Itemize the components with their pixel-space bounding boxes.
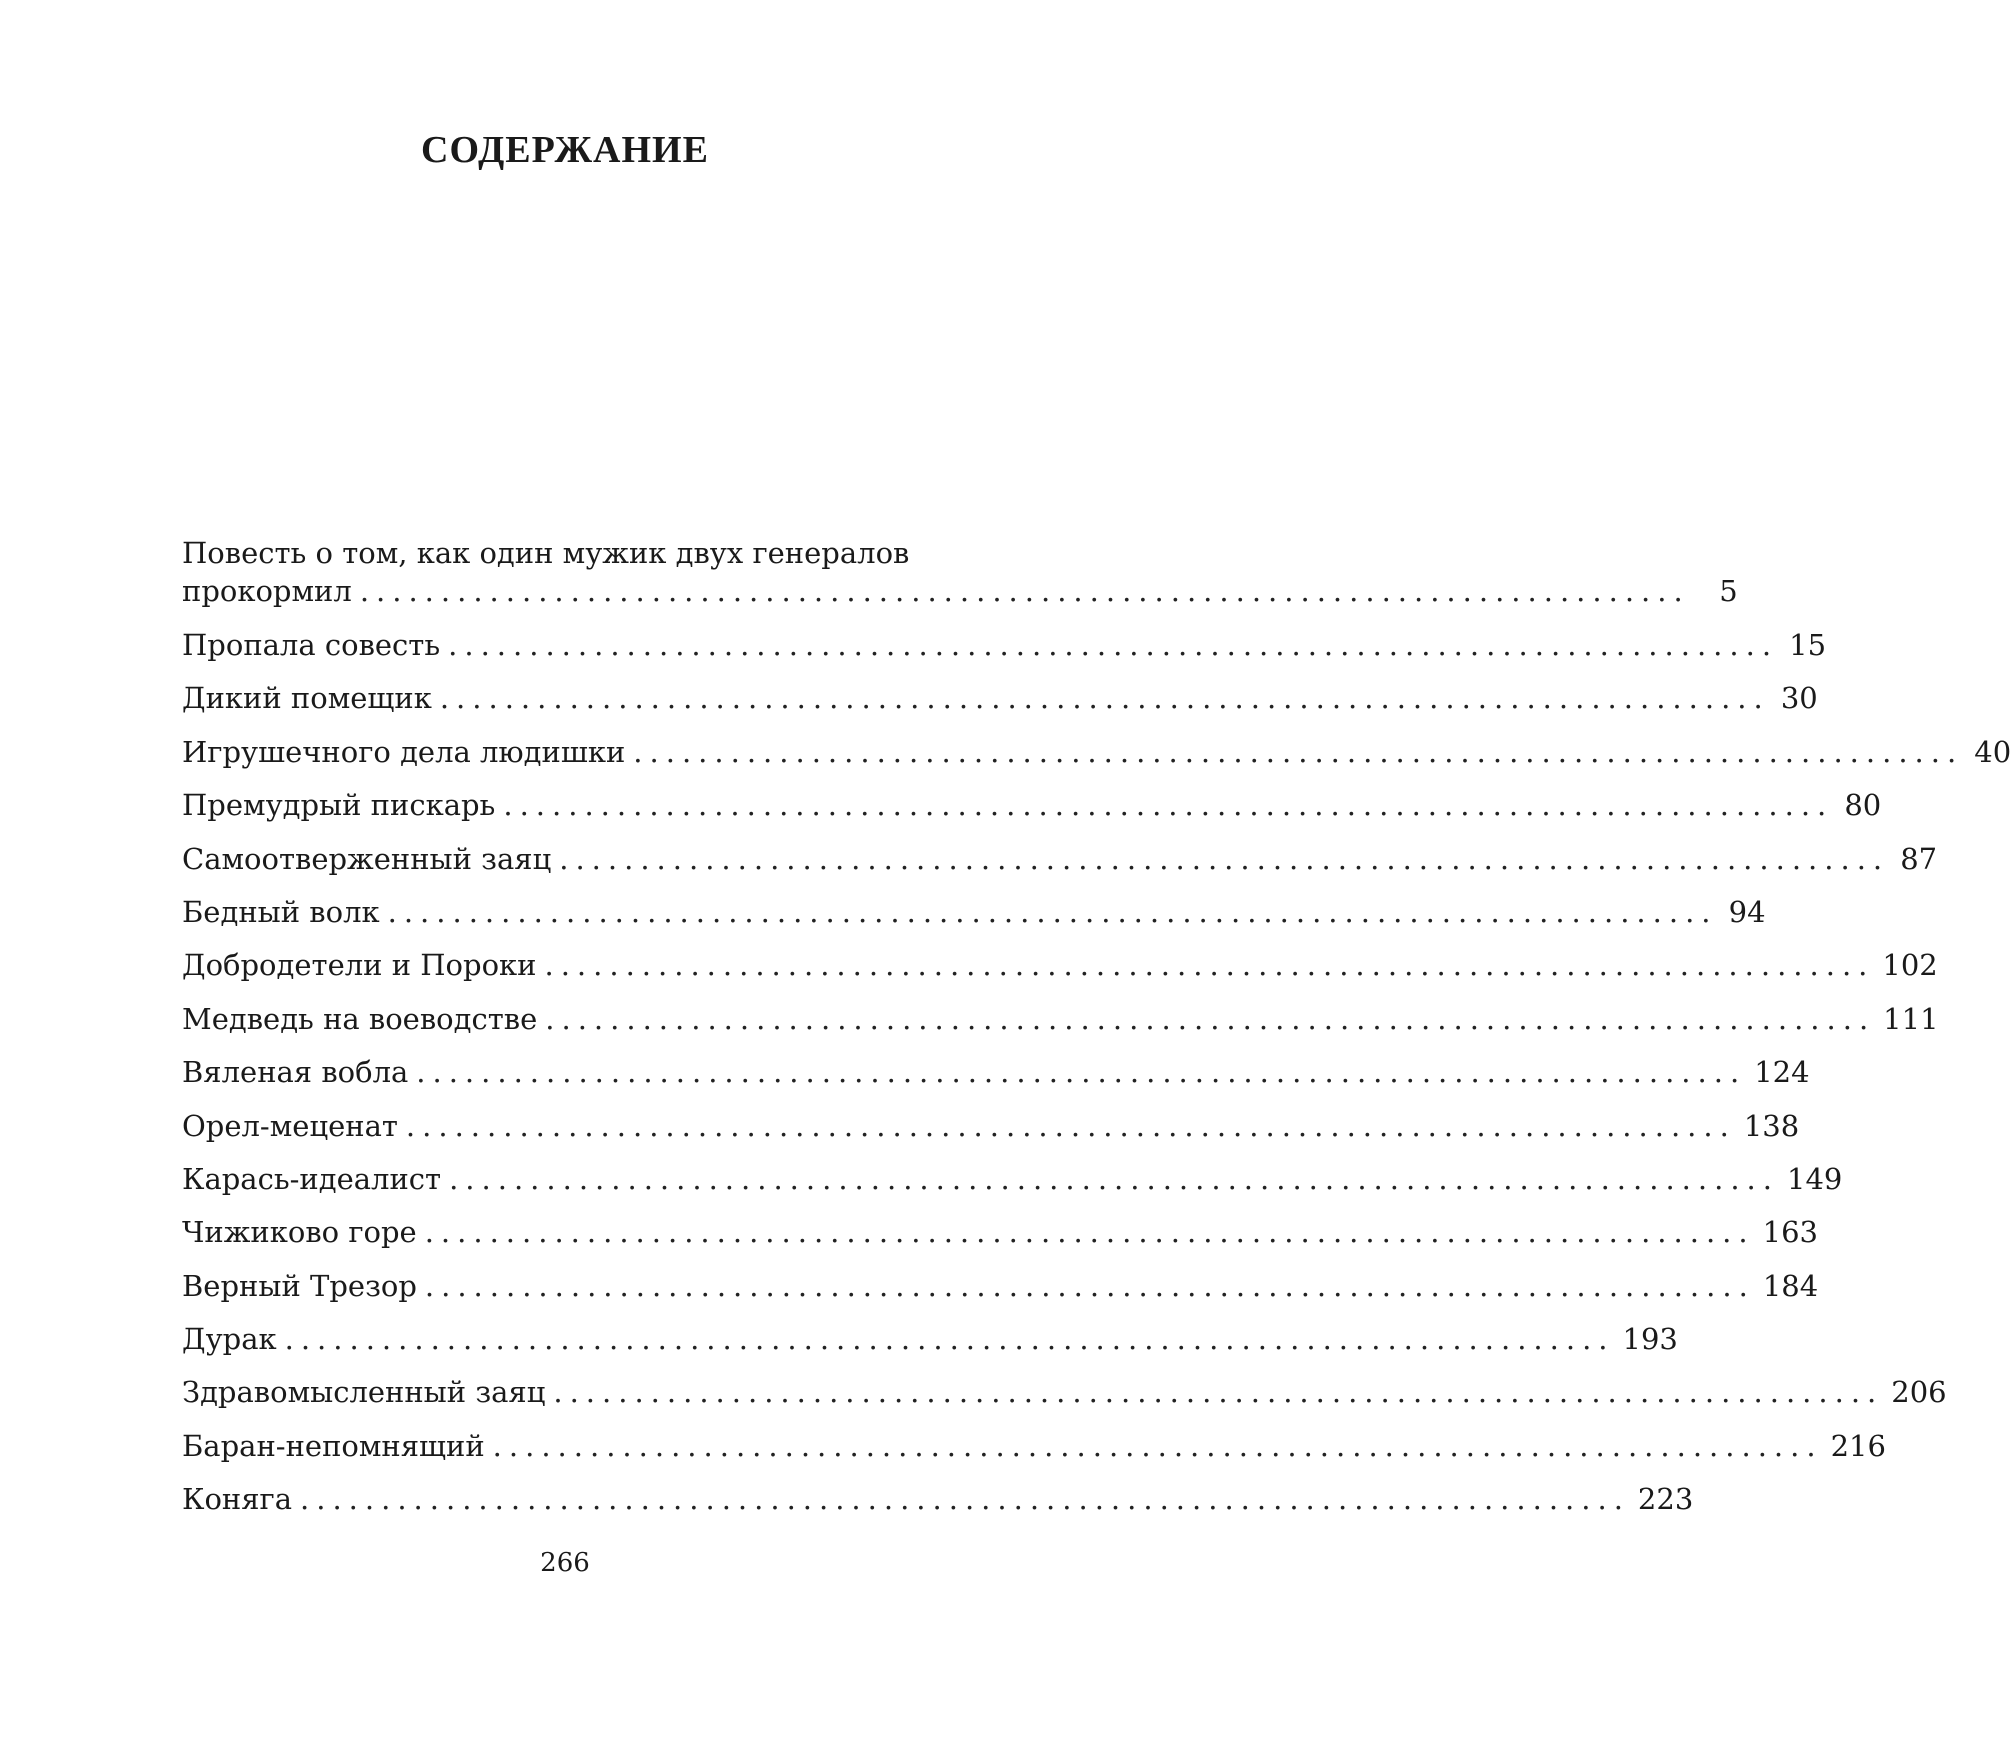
toc-entry-page: 223 [1637,1482,1694,1517]
toc-entry-page: 193 [1622,1322,1678,1357]
dot-leader: .................................................................................. [416,1055,1747,1090]
toc-entry-page: 149 [1787,1161,1843,1196]
dot-leader: .................................................................................. [448,628,1779,662]
toc-entry [182,672,1818,725]
dot-leader: .................................................................................. [492,1428,1823,1463]
toc-entry-page: 80 [1844,788,1882,823]
toc-entry-title: Здравомысленный заяц [182,1375,546,1410]
toc-entry-title: Игрушечного дела людишки [182,734,626,769]
toc-entry-page: 111 [1883,1001,1939,1036]
toc-entry-title: Карась-идеалист [182,1161,442,1196]
toc-entry-page: 124 [1754,1055,1810,1090]
dot-leader: .................................................................................. [300,1482,1630,1517]
dot-leader: .................................................................................. [633,734,1964,769]
toc-entry-page: 94 [1728,894,1766,929]
toc-entry [182,528,1738,619]
toc-entry [182,886,1766,939]
toc-entry-title: Медведь на воеводстве [182,1001,538,1036]
toc-entry-page: 138 [1743,1108,1800,1143]
toc-entry [182,1366,1947,1419]
toc-entry-title: Пропала совесть [182,628,441,662]
toc-entry-page: 216 [1830,1428,1886,1463]
toc-entry-title: Бедный волк [182,894,380,929]
toc-entry-title: Чижиково горе [182,1215,417,1250]
dot-leader: .................................................................................. [424,1268,1755,1303]
toc-entry-title: Верный Трезор [182,1268,417,1303]
dot-leader: .................................................................................. [405,1108,1736,1143]
toc-entry-page: 40 [1974,734,2011,769]
toc-entry-title: Вяленая вобла [182,1055,409,1090]
dot-leader: .................................................................................. [387,894,1718,929]
dot-leader: .................................................................................. [284,1322,1615,1357]
toc-entry-page: 15 [1789,628,1827,662]
toc-entry-title: Добродетели и Пороки [182,948,537,983]
toc-entry [182,1100,1800,1153]
toc-entry [182,1313,1678,1366]
toc-entry [182,1206,1818,1259]
toc-entry-title: Премудрый пискарь [182,788,496,823]
table-of-contents [182,528,2011,1527]
toc-entry-page: 5 [1719,574,1738,608]
toc-entry [182,993,1939,1046]
dot-leader: .................................................................................. [424,1215,1755,1250]
toc-entry-title: Дикий помещик [182,681,432,716]
toc-entry-title: Баран-непомнящий [182,1428,485,1463]
toc-entry [182,779,1882,832]
toc-entry-page: 87 [1900,841,1938,876]
dot-leader: .................................................................................. [449,1161,1779,1196]
toc-entry-page: 163 [1762,1215,1818,1250]
dot-leader: .................................................................................. [553,1375,1884,1410]
dot-leader: .................................................................................. [559,841,1890,876]
dot-leader: .................................................................................. [359,574,1690,608]
dot-leader: .................................................................................. [544,948,1875,983]
toc-entry [182,1153,1843,1206]
page-number: 266 [540,1548,590,1578]
toc-entry [182,726,2011,779]
dot-leader: .................................................................................. [503,788,1834,823]
toc-entry-title: Орел-меценат [182,1108,398,1143]
toc-entry-title: прокормил [182,574,352,608]
toc-entry-page: 102 [1882,948,1938,983]
dot-leader: .................................................................................. [439,681,1770,716]
toc-entry [182,1046,1810,1099]
toc-entry-page: 30 [1780,681,1818,716]
toc-entry [182,619,1827,672]
toc-entry-title: Самоотверженный заяц [182,841,552,876]
dot-leader: .................................................................................. [545,1001,1876,1036]
page-title: СОДЕРЖАНИЕ [421,129,709,171]
toc-entry [182,1420,1886,1473]
toc-entry-title: Дурак [182,1322,277,1357]
toc-entry-title: Коняга [182,1482,293,1517]
toc-entry [182,833,1938,886]
toc-entry-page: 184 [1762,1268,1819,1303]
toc-entry [182,1260,1819,1313]
toc-entry [182,939,1938,992]
toc-entry-title: Повесть о том, как один мужик двух генералов [182,536,910,570]
toc-entry-page: 206 [1891,1375,1947,1410]
toc-entry [182,1473,1694,1526]
